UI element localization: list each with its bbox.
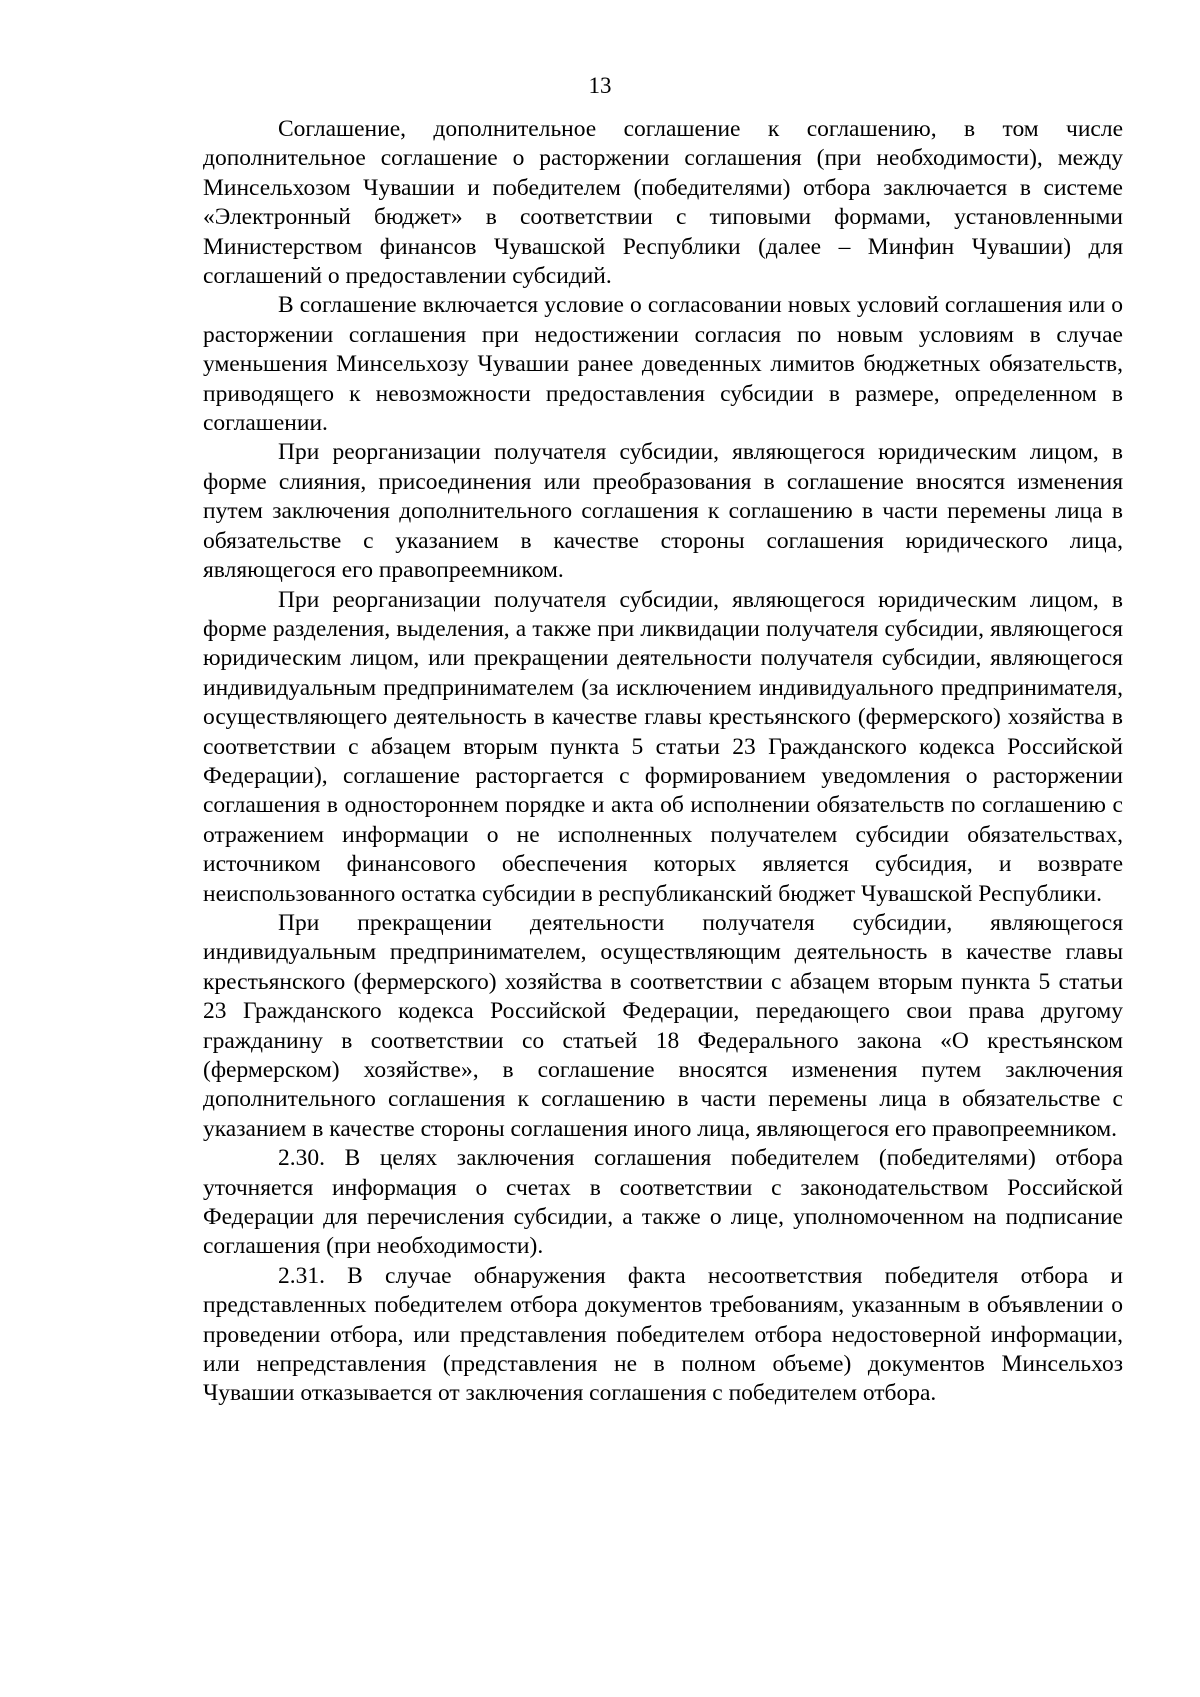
page-number: 13 bbox=[588, 73, 612, 98]
document-body bbox=[203, 115, 1123, 1409]
paragraph-2-30: 2.30. В целях заключения соглашения победителем (победителями) отбора уточняется информация о счетах в соответствии с законодательством Российской Федерации для перечисления субсидии, а также о лице, уполномоченном на подписание соглашения (при необходимости). bbox=[203, 1145, 1123, 1260]
paragraph-reorganization-merger: При реорганизации получателя субсидии, являющегося юридическим лицом, в форме слияния, присоединения или преобразования в соглашение вносятся изменения путем заключения дополнительного соглашения к соглашению в части перемены лица в обязательстве с указанием в качестве стороны соглашения юридического лица, являющегося его правопреемником. bbox=[203, 439, 1123, 584]
paragraph-new-conditions: В соглашение включается условие о согласовании новых условий соглашения или о расторжении соглашения при недостижении согласия по новым условиям в случае уменьшения Минсельхозу Чувашии ранее доведенных лимитов бюджетных обязательств, приводящего к невозможности предоставления субсидии в размере, определенном в соглашении. bbox=[203, 292, 1123, 437]
paragraph-reorganization-division: При реорганизации получателя субсидии, являющегося юридическим лицом, в форме разделения, выделения, а также при ликвидации получателя субсидии, являющегося юридическим лицом, или прекращении деятельности получателя субсидии, являющегося индивидуальным предпринимателем (за исключением индивидуального предпринимателя, осуществляющего деятельность в качестве главы крестьянского (фермерского) хозяйства в соответствии с абзацем вторым пункта 5 статьи 23 Гражданского кодекса Российской Федерации), соглашение расторгается с формированием уведомления о расторжении соглашения в одностороннем порядке и акта об исполнении обязательств по соглашению с отражением информации о не исполненных получателем субсидии обязательствах, источником финансового обеспечения которых является субсидия, и возврате неиспользованного остатка субсидии в республиканский бюджет Чувашской Республики. bbox=[203, 586, 1123, 907]
paragraph-farm-head-termination: При прекращении деятельности получателя субсидии, являющегося индивидуальным предпринимателем, осуществляющим деятельность в качестве главы крестьянского (фермерского) хозяйства в соответствии с абзацем вторым пункта 5 статьи 23 Гражданского кодекса Российской Федерации, передающего свои права другому гражданину в соответствии со статьей 18 Федерального закона «О крестьянском (фермерском) хозяйстве», в соглашение вносятся изменения путем заключения дополнительного соглашения к соглашению в части перемены лица в обязательстве с указанием в качестве стороны соглашения иного лица, являющегося его правопреемником. bbox=[203, 909, 1123, 1142]
paragraph-2-31: 2.31. В случае обнаружения факта несоответствия победителя отбора и представленных победителем отбора документов требованиям, указанным в объявлении о проведении отбора, или представления победителем отбора недостоверной информации, или непредставления (представления не в полном объеме) документов Минсельхоз Чувашии отказывается от заключения соглашения с победителем отбора. bbox=[203, 1262, 1123, 1407]
paragraph-agreement-conclusion: Соглашение, дополнительное соглашение к соглашению, в том числе дополнительное соглашение о расторжении соглашения (при необходимости), между Минсельхозом Чувашии и победителем (победителями) отбора заключается в системе «Электронный бюджет» в соответствии с типовыми формами, установленными Министерством финансов Чувашской Республики (далее – Минфин Чувашии) для соглашений о предоставлении субсидий. bbox=[203, 116, 1123, 290]
